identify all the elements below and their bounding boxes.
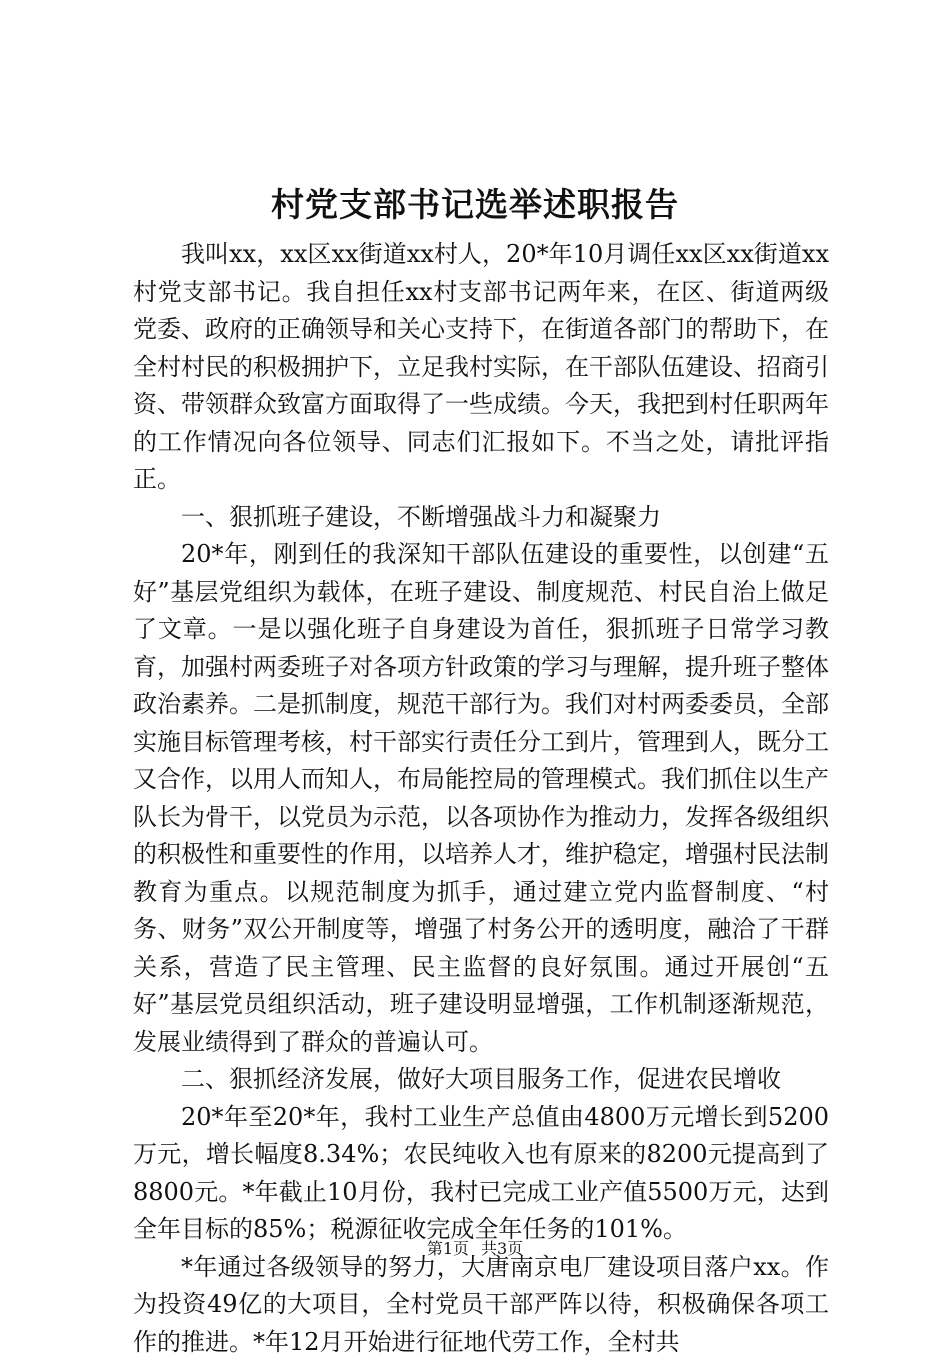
page-number: 第1页 — [427, 1239, 469, 1258]
document-body — [133, 236, 829, 1361]
section-heading-2: 二、狠抓经济发展，做好大项目服务工作，促进农民增收 — [133, 1061, 829, 1099]
page-footer — [0, 1238, 950, 1260]
section-heading-1: 一、狠抓班子建设，不断增强战斗力和凝聚力 — [133, 499, 829, 537]
section-2-paragraph-1: 20*年至20*年，我村工业生产总值由4800万元增长到5200万元，增长幅度8.34%；农民纯收入也有原来的8200元提高到了8800元。*年截止10月份，我村已完成工业产值5500万元，达到全年目标的85%；税源征收完成全年任务的101%。 — [133, 1099, 829, 1249]
page-total: 共3页 — [481, 1239, 523, 1258]
section-1-paragraph: 20*年，刚到任的我深知干部队伍建设的重要性，以创建“五好”基层党组织为载体，在班子建设、制度规范、村民自治上做足了文章。一是以强化班子自身建设为首任，狠抓班子日常学习教育，加强村两委班子对各项方针政策的学习与理解，提升班子整体政治素养。二是抓制度，规范干部行为。我们对村两委委员，全部实施目标管理考核，村干部实行责任分工到片，管理到人，既分工又合作，以用人而知人，布局能控局的管理模式。我们抓住以生产队长为骨干，以党员为示范，以各项协作为推动力，发挥各级组织的积极性和重要性的作用，以培养人才，维护稳定，增强村民法制教育为重点。以规范制度为抓手，通过建立党内监督制度、“村务、财务”双公开制度等，增强了村务公开的透明度，融洽了干群关系，营造了民主管理、民主监督的良好氛围。通过开展创“五好”基层党员组织活动，班子建设明显增强，工作机制逐渐规范，发展业绩得到了群众的普遍认可。 — [133, 536, 829, 1061]
intro-paragraph: 我叫xx，xx区xx街道xx村人，20*年10月调任xx区xx街道xx村党支部书记。我自担任xx村支部书记两年来，在区、街道两级党委、政府的正确领导和关心支持下，在街道各部门的帮助下，在全村村民的积极拥护下，立足我村实际，在干部队伍建设、招商引资、带领群众致富方面取得了一些成绩。今天，我把到村任职两年的工作情况向各位领导、同志们汇报如下。不当之处，请批评指正。 — [133, 236, 829, 499]
section-2-paragraph-2: *年通过各级领导的努力，大唐南京电厂建设项目落户xx。作为投资49亿的大项目，全村党员干部严阵以待，积极确保各项工作的推进。*年12月开始进行征地代劳工作，全村共 — [133, 1249, 829, 1361]
document-title: 村党支部书记选举述职报告 — [0, 182, 950, 228]
